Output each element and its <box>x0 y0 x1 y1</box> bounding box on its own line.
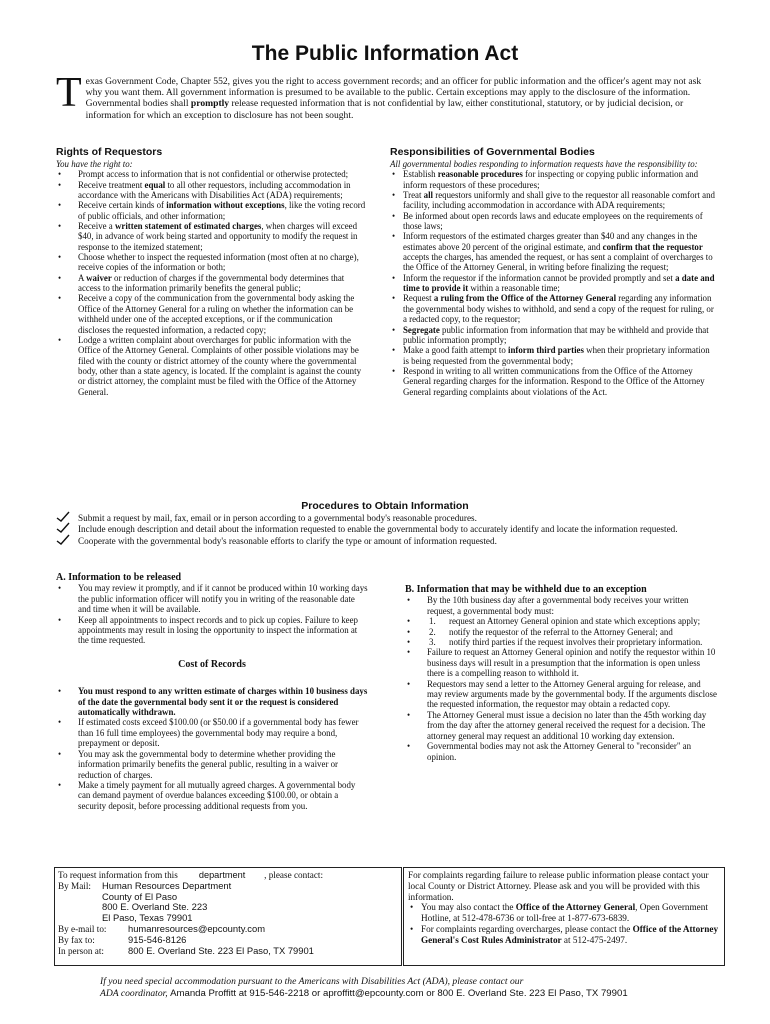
rights-item: • Choose whether to inspect the requested information (most often at no charge), receive copies of the information or both; <box>56 252 366 273</box>
checkmark-icon <box>56 534 70 546</box>
responsibility-item: • Request a ruling from the Office of the Attorney General regarding any information the governmental body wishes to withhold, and send a copy of the request for ruling, or a redacted copy, to the requestor; <box>390 293 715 324</box>
procedure-item: Submit a request by mail, fax, email or in person according to a governmental body's reasonable procedures. <box>56 513 716 524</box>
email-field[interactable]: humanresources@epcounty.com <box>128 922 266 934</box>
responsibility-item: • Inform the requestor if the information cannot be provided promptly and set a date and time to provide it within a reasonable time; <box>390 273 715 294</box>
rights-column <box>56 159 366 397</box>
ada-footer-line2: ADA coordinator, Amanda Proffitt at 915-546-2218 or aproffitt@epcounty.com or 800 E. Overland Ste. 223 El Paso, TX 79901 <box>100 988 628 999</box>
procedures-heading: Procedures to Obtain Information <box>301 500 469 512</box>
ada-coordinator-field[interactable]: Amanda Proffitt at 915-546-2218 or aproffitt@epcounty.com or 800 E. Overland Ste. 223 El Paso, TX 79901 <box>170 988 628 999</box>
section-a-item: • You may review it promptly, and if it cannot be produced within 10 working days the public information officer will notify you in writing of the reasonable date and time when it will be available. <box>56 583 368 614</box>
email-row: By e-mail to: humanresources@epcounty.com <box>58 922 266 934</box>
procedure-item: Include enough description and detail about the information requested to enable the governmental body to accurately identify and locate the information requested. <box>56 524 716 535</box>
rights-item: • Receive certain kinds of information without exceptions, like the voting record of public officials, and other information; <box>56 200 366 221</box>
ada-footer <box>100 976 750 1000</box>
mail-row: By Mail: Human Resources Department <box>58 879 232 891</box>
cost-list <box>56 686 368 811</box>
section-a-column <box>56 573 368 811</box>
section-b-subitem: • 1. request an Attorney General opinion and state which exceptions apply; <box>405 616 717 626</box>
rights-item: • Receive treatment equal to all other requestors, including accommodation in accordance with the Americans with Disabilities Act (ADA) requirements; <box>56 180 366 201</box>
section-b-column <box>405 585 717 762</box>
responsibility-item: • Be informed about open records laws and educate employees on the requirements of those laws; <box>390 211 715 232</box>
responsibility-item: • Respond in writing to all written communications from the Office of the Attorney General regarding charges for the information. Respond to the Office of the Attorney General regarding complaints about violations of the Act. <box>390 366 715 397</box>
section-b-item: • Requestors may send a letter to the Attorney General arguing for release, and may review arguments made by the governmental body. If the arguments disclose the requested information, the requestor may obtain a redacted copy. <box>405 679 717 710</box>
contact-intro: To request information from this department , please contact: <box>58 870 324 880</box>
section-b-sublist <box>405 616 717 647</box>
section-b-item: • By the 10th business day after a governmental body receives your written request, a governmental body must: • 1. request an Attorney General opinion and state which exceptions apply; • 2. notify the requestor of the referral to the Attorney General; and • 3. notify third parties if the request involves their proprietary information. <box>405 595 717 647</box>
rights-list <box>56 169 366 397</box>
fax-row: By fax to: 915-546-8126 <box>58 933 187 945</box>
complaints-list <box>408 902 720 945</box>
section-b-item: • Governmental bodies may not ask the Attorney General to "reconsider" an opinion. <box>405 741 717 762</box>
rights-item: • A waiver or reduction of charges if the governmental body determines that access to the information primarily benefits the general public; <box>56 273 366 294</box>
responsibilities-column <box>390 159 715 397</box>
section-b-item: • The Attorney General must issue a decision no later than the 45th working day from the day after the attorney general received the request for a decision. The attorney general may request an additional 10 working day extension. <box>405 710 717 741</box>
contact-box <box>54 867 402 966</box>
responsibilities-list <box>390 169 715 397</box>
rights-item: • Receive a copy of the communication from the governmental body asking the Office of the Attorney General for a ruling on whether the information can be withheld under one of the accepted exceptions, or if the communication discloses the requested information, a redacted copy; <box>56 293 366 334</box>
intro-paragraph <box>56 70 716 121</box>
page-title: The Public Information Act <box>251 42 519 65</box>
section-b-subitem: • 3. notify third parties if the request involves their proprietary information. <box>405 637 717 647</box>
in-person-field[interactable]: 800 E. Overland Ste. 223 El Paso, TX 79901 <box>128 944 314 956</box>
cost-item: • If estimated costs exceed $100.00 (or $50.00 if a governmental body has fewer than 16 full time employees) the governmental body may require a bond, prepayment or deposit. <box>56 717 368 748</box>
complaints-intro: For complaints regarding failure to release public information please contact your local County or District Attorney. Please ask and you will be provided with this information. <box>408 870 709 902</box>
responsibilities-heading: Responsibilities of Governmental Bodies <box>390 146 595 158</box>
intro-text-2: release requested information that is not confidential by law, either constitutional, statutory, or by judicial decision, or information for which an exception to disclosure has not been sought. <box>85 98 684 121</box>
mail-line-field[interactable]: County of El Paso <box>102 890 178 902</box>
section-a-item: • Keep all appointments to inspect records and to pick up copies. Failure to keep appointments may result in losing the opportunity to inspect the information at the time requested. <box>56 615 368 646</box>
section-b-item: • Failure to request an Attorney General opinion and notify the requestor within 10 business days will result in a presumption that the information is open unless there is a compelling reason to withhold it. <box>405 647 717 678</box>
cost-item: • You must respond to any written estimate of charges within 10 business days of the date the governmental body sent it or the request is considered automatically withdrawn. <box>56 686 368 717</box>
responsibility-item: • Inform requestors of the estimated charges greater than $40 and any changes in the estimates above 20 percent of the original estimate, and confirm that the requestor accepts the charges, has amended the request, or has sent a complaint of overcharges to the Office of the Attorney General, in writing before finalizing the request; <box>390 231 715 272</box>
complaints-item: • For complaints regarding overcharges, please contact the Office of the Attorney General's Cost Rules Administrator at 512-475-2497. <box>408 924 720 946</box>
cost-heading: Cost of Records <box>178 658 246 670</box>
in-person-row: In person at: 800 E. Overland Ste. 223 El Paso, TX 79901 <box>58 944 314 956</box>
mail-line-field[interactable]: Human Resources Department <box>102 879 232 891</box>
procedures-list <box>56 513 716 547</box>
intro-dropcap: T <box>56 70 82 116</box>
responsibility-item: • Segregate public information from information that may be withheld and provide that public information promptly; <box>390 325 715 346</box>
mail-line-field[interactable]: 800 E. Overland Ste. 223 <box>102 901 208 913</box>
responsibility-item: • Establish reasonable procedures for inspecting or copying public information and inform requestors of these procedures; <box>390 169 715 190</box>
mail-line-field[interactable]: El Paso, Texas 79901 <box>102 912 193 924</box>
section-a-list <box>56 583 368 645</box>
responsibility-item: • Treat all requestors uniformly and shall give to the requestor all reasonable comfort and facility, including accommodation in accordance with ADA requirements; <box>390 190 715 211</box>
complaints-box <box>403 867 725 966</box>
intro-bold: promptly <box>190 98 230 110</box>
procedure-item: Cooperate with the governmental body's reasonable efforts to clarify the type or amount of information requested. <box>56 536 716 547</box>
cost-item: • You may ask the governmental body to determine whether providing the information primarily benefits the general public, resulting in a waiver or reduction of charges. <box>56 749 368 780</box>
intro-text-1: exas Government Code, Chapter 552, gives you the right to access government records; and an officer for public information and the officer's agent may not ask why you want them. All government information is presumed to be available to the public. Certain exceptions may apply to the disclosure of the information. Governmental bodies shall <box>85 76 702 110</box>
section-b-heading: B. Information that may be withheld due to an exception <box>405 584 647 595</box>
rights-item: • Prompt access to information that is not confidential or otherwise protected; <box>56 169 366 179</box>
responsibilities-lead: All governmental bodies responding to information requests have the responsibility to: <box>390 159 698 169</box>
fax-field[interactable]: 915-546-8126 <box>128 933 187 945</box>
checkmark-icon <box>56 522 70 534</box>
rights-lead: You have the right to: <box>56 159 133 169</box>
department-field[interactable]: department <box>198 870 246 880</box>
complaints-item: • You may also contact the Office of the Attorney General, Open Government Hotline, at 512-478-6736 or toll-free at 1-877-673-6839. <box>408 902 720 924</box>
rights-heading: Rights of Requestors <box>56 146 163 158</box>
rights-item: • Receive a written statement of estimated charges, when charges will exceed $40, in advance of work being started and opportunity to modify the request in response to the itemized statement; <box>56 221 366 252</box>
cost-item: • Make a timely payment for all mutually agreed charges. A governmental body can demand payment of overdue balances exceeding $100.00, or obtain a security deposit, before processing additional requests from you. <box>56 780 368 811</box>
responsibility-item: • Make a good faith attempt to inform third parties when their proprietary information is being requested from the governmental body; <box>390 345 715 366</box>
rights-item: • Lodge a written complaint about overcharges for public information with the Office of the Attorney General. Complaints of other possible violations may be filed with the county or district attorney of the county where the governmental body, other than a state agency, is located. If the complaint is against the county or district attorney, the complaint must be filed with the Office of the Attorney General. <box>56 335 366 397</box>
section-b-subitem: • 2. notify the requestor of the referral to the Attorney General; and <box>405 627 717 637</box>
section-a-heading: A. Information to be released <box>56 572 182 583</box>
checkmark-icon <box>56 511 70 523</box>
ada-footer-line1: If you need special accommodation pursuant to the Americans with Disabilities Act (ADA), please contact our <box>100 976 524 987</box>
section-b-list <box>405 595 717 762</box>
